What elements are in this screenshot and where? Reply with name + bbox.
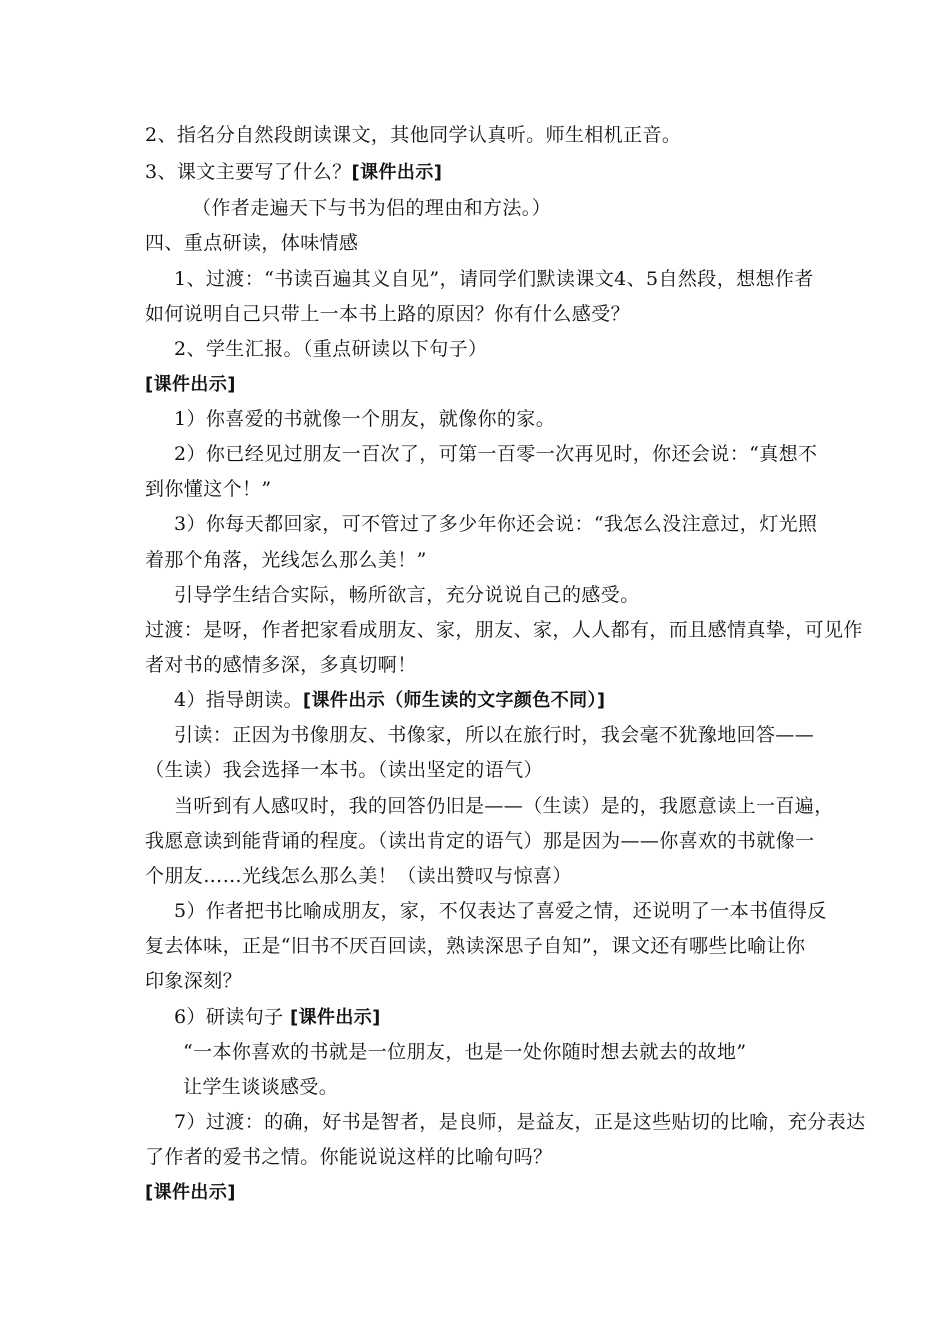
text-line: 2、指名分自然段朗读课文，其他同学认真听。师生相机正音。 (145, 124, 682, 146)
section-heading: 四、重点研读，体味情感 (145, 232, 359, 254)
text-line: 让学生谈谈感受。 (183, 1076, 339, 1098)
text-line: 1、过渡：“书读百遍其义自见”，请同学们默读课文4、5自然段，想想作者 (174, 268, 814, 290)
text-line: 2、学生汇报。（重点研读以下句子） (174, 338, 488, 360)
text-line (145, 372, 950, 397)
text-line: 2）你已经见过朋友一百次了，可第一百零一次再见时，你还会说：“真想不 (174, 443, 818, 465)
text-line: 如何说明自己只带上一本书上路的原因？你有什么感受？ (145, 303, 631, 325)
text-line: 着那个角落，光线怎么那么美！” (145, 549, 427, 571)
courseware-tag: [课件出示] (351, 162, 443, 183)
text-line: 7）过渡：的确，好书是智者，是良师，是益友，正是这些贴切的比喻，充分表达 (174, 1111, 866, 1133)
text-line: 引导学生结合实际，畅所欲言，充分说说自己的感受。 (174, 584, 640, 606)
text-line: 引读：正因为书像朋友、书像家，所以在旅行时，我会毫不犹豫地回答—— (174, 724, 815, 746)
courseware-tag: [课件出示] (145, 374, 236, 395)
text-line: 4）指导朗读。[课件出示（师生读的文字颜色不同）] (174, 689, 606, 711)
text-line: “一本你喜欢的书就是一位朋友，也是一处你随时想去就去的故地” (183, 1041, 747, 1063)
text-line: 当听到有人感叹时，我的回答仍旧是——（生读）是的，我愿意读上一百遍， (174, 795, 834, 817)
text-line: 5）作者把书比喻成朋友，家，不仅表达了喜爱之情，还说明了一本书值得反 (174, 900, 827, 922)
text-line: 印象深刻？ (145, 970, 243, 992)
text-line: 我愿意读到能背诵的程度。（读出肯定的语气）那是因为——你喜欢的书就像一 (145, 830, 815, 852)
text-line: 1）你喜爱的书就像一个朋友，就像你的家。 (174, 408, 556, 430)
text-line: 过渡：是呀，作者把家看成朋友、家，朋友、家，人人都有，而且感情真挚，可见作 (145, 619, 863, 641)
text-line: 6）研读句子 [课件出示] (174, 1006, 381, 1028)
text-line: 了作者的爱书之情。你能说说这样的比喻句吗？ (145, 1146, 553, 1168)
text-line: 个朋友……光线怎么那么美！（读出赞叹与惊喜） (145, 865, 572, 887)
text-line: 3）你每天都回家，可不管过了多少年你还会说：“我怎么没注意过，灯光照 (174, 513, 818, 535)
courseware-tag: [课件出示（师生读的文字颜色不同）] (302, 690, 606, 711)
courseware-tag: [课件出示] (145, 1182, 236, 1203)
text-line: 者对书的感情多深，多真切啊！ (145, 654, 417, 676)
text-line: （生读）我会选择一本书。（读出坚定的语气） (145, 759, 543, 781)
text-line: 3、课文主要写了什么？[课件出示] (145, 161, 443, 183)
text-line: 到你懂这个！” (145, 478, 272, 500)
text-line: （作者走遍天下与书为侣的理由和方法。） (192, 197, 552, 219)
courseware-tag: [课件出示] (289, 1007, 381, 1028)
text-line (145, 1180, 950, 1205)
text-line: 复去体味，正是“旧书不厌百回读，熟读深思子自知”，课文还有哪些比喻让你 (145, 935, 806, 957)
